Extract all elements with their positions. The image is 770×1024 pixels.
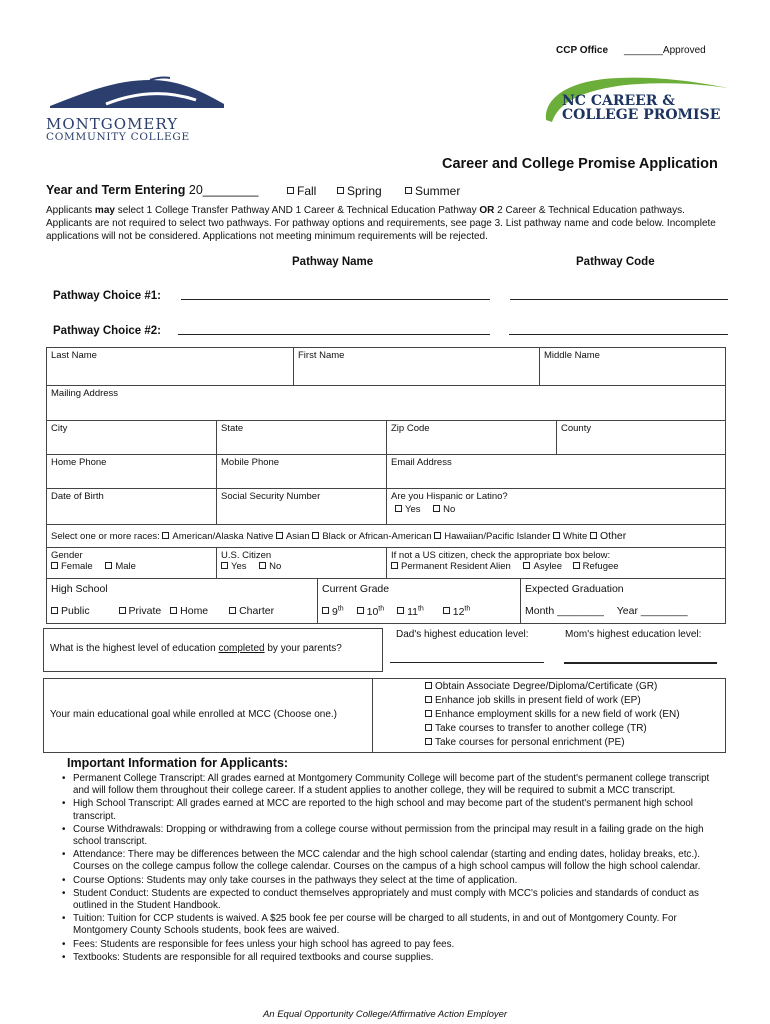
mom-education-field[interactable] — [564, 662, 717, 664]
important-heading: Important Information for Applicants: — [67, 756, 289, 770]
page-title: Career and College Promise Application — [442, 156, 718, 172]
term-summer[interactable]: Summer — [405, 184, 460, 198]
race-option[interactable]: Black or African-American — [312, 531, 431, 542]
zip-field[interactable]: Zip Code — [386, 420, 557, 455]
city-field[interactable]: City — [46, 420, 217, 455]
goal-option-pe[interactable]: Take courses for personal enrichment (PE) — [425, 736, 721, 750]
ncccp-line2: COLLEGE PROMISE — [562, 107, 721, 123]
goal-option-tr[interactable]: Take courses to transfer to another college (TR) — [425, 722, 721, 736]
home-phone-field[interactable]: Home Phone — [46, 454, 217, 489]
current-grade-field: Current Grade 9th 10th 11th 12th — [317, 578, 521, 624]
montgomery-logo — [46, 74, 232, 143]
list-item: • Permanent College Transcript: All grades earned at Montgomery Community College will become part of the student's permanent college transcript and will follow them throughout their college career. If a student applies to another college, they will be required to submit a MCC transcript. — [62, 773, 722, 797]
list-item: • Student Conduct: Students are expected to conduct themselves appropriately and must comply with MCC's policies and standards of conduct as outlined in the Student Handbook. — [62, 888, 722, 912]
graduation-field: Expected Graduation Month ________ Year ________ — [520, 578, 726, 624]
last-name-field[interactable]: Last Name — [46, 347, 294, 386]
grad-year[interactable]: Year ________ — [616, 605, 688, 617]
refugee[interactable]: Refugee — [573, 561, 619, 572]
gender-male[interactable]: Male — [105, 561, 136, 572]
dad-education-field[interactable] — [390, 662, 544, 663]
hispanic-yes[interactable]: Yes — [395, 504, 421, 515]
mobile-phone-field[interactable]: Mobile Phone — [216, 454, 387, 489]
mcc-logo-line2: COMMUNITY COLLEGE — [46, 131, 190, 143]
ssn-field[interactable]: Social Security Number — [216, 488, 387, 525]
list-item: • Course Withdrawals: Dropping or withdrawing from a college course without permission from the principal may result in a failing grade on the high school transcript. — [62, 824, 722, 848]
term-year-field[interactable]: 20________ — [188, 183, 259, 197]
list-item: • Attendance: There may be differences between the MCC calendar and the high school calendar (starting and ending dates, holiday breaks, etc.). Courses on the college campus follow the college calendar. Courses on the campus of a high school campus will follow the high school calendar. — [62, 849, 722, 873]
checkbox-icon[interactable] — [405, 187, 412, 194]
ncccp-line1: NC CAREER & — [562, 93, 675, 109]
non-citizen-field: If not a US citizen, check the appropriate box below: Permanent Resident Alien Asylee Refugee — [386, 547, 726, 579]
goal-question: Your main educational goal while enrolled at MCC (Choose one.) — [43, 678, 373, 753]
footer: An Equal Opportunity College/Affirmative Action Employer — [262, 1009, 508, 1020]
pathway-name-header: Pathway Name — [292, 256, 374, 268]
pathway-1-code-field[interactable] — [510, 299, 728, 300]
goal-options — [372, 678, 726, 753]
term-spring[interactable]: Spring — [337, 184, 382, 198]
grade-11[interactable]: 11th — [397, 606, 424, 618]
list-item: • Fees: Students are responsible for fees unless your high school has agreed to pay fees. — [62, 939, 722, 951]
mailing-address-field[interactable]: Mailing Address — [46, 385, 726, 421]
pathway-1-name-field[interactable] — [181, 299, 490, 300]
race-option-other[interactable]: Other — [590, 530, 626, 542]
gender-female[interactable]: Female — [51, 561, 93, 572]
hispanic-no[interactable]: No — [433, 504, 455, 515]
list-item: • Course Options: Students may only take courses in the pathways they select at the time of application. — [62, 875, 722, 887]
mom-education-label: Mom's highest education level: — [565, 629, 702, 640]
pathway-2-name-field[interactable] — [178, 334, 490, 335]
list-item: • Tuition: Tuition for CCP students is waived. A $25 book fee per course will be charged to all students, in and out of Montgomery County. For Montgomery County Schools students, book fees are waived. — [62, 913, 722, 937]
high-school-field: High School Public Private Home Charter — [46, 578, 318, 624]
race-option[interactable]: American/Alaska Native — [162, 531, 273, 542]
email-field[interactable]: Email Address — [386, 454, 726, 489]
list-item: • Textbooks: Students are responsible for all required textbooks and course supplies. — [62, 952, 722, 964]
term-label: Year and Term Entering — [46, 183, 186, 197]
dob-field[interactable]: Date of Birth — [46, 488, 217, 525]
important-list — [62, 773, 722, 965]
mcc-logo-line1: MONTGOMERY — [46, 115, 179, 133]
hs-private[interactable]: Private — [119, 605, 162, 617]
mountain-icon — [46, 74, 232, 112]
goal-option-gr[interactable]: Obtain Associate Degree/Diploma/Certificate (GR) — [425, 680, 721, 694]
pathway-code-header: Pathway Code — [576, 256, 655, 268]
first-name-field[interactable]: First Name — [293, 347, 540, 386]
resident-alien[interactable]: Permanent Resident Alien — [391, 561, 511, 572]
term-row — [46, 183, 258, 197]
parents-question: What is the highest level of education completed by your parents? — [43, 628, 383, 672]
race-option[interactable]: White — [553, 531, 587, 542]
instructions: Applicants may select 1 College Transfer Pathway AND 1 Career & Technical Education Pathway OR 2 Career & Technical Education pathways. Applicants are not required to select two pathways. For pathway options and requirements, see page 3. List pathway name and code below. Incomplete applications will not be considered. Applications not meeting minimum requirements will be rejected. — [46, 205, 716, 242]
pathway-2-code-field[interactable] — [509, 334, 728, 335]
races-row: Select one or more races: American/Alaska Native Asian Black or African-American Hawaiian/Pacific Islander White Other — [46, 524, 726, 548]
checkbox-icon[interactable] — [337, 187, 344, 194]
grade-9[interactable]: 9th — [322, 606, 344, 618]
dad-education-label: Dad's highest education level: — [396, 629, 529, 640]
pathway-choice-1-label: Pathway Choice #1: — [53, 290, 162, 302]
list-item: • High School Transcript: All grades earned at MCC are reported to the high school and may become part of the student's permanent high school transcript. — [62, 798, 722, 822]
approved-field[interactable]: _______Approved — [624, 45, 706, 56]
hispanic-field: Are you Hispanic or Latino? Yes No — [386, 488, 726, 525]
race-option[interactable]: Hawaiian/Pacific Islander — [434, 531, 550, 542]
race-option[interactable]: Asian — [276, 531, 310, 542]
gender-field: Gender Female Male — [46, 547, 217, 579]
ncccp-logo — [538, 74, 734, 130]
grade-10[interactable]: 10th — [357, 606, 385, 618]
goal-option-ep[interactable]: Enhance job skills in present field of work (EP) — [425, 694, 721, 708]
citizen-yes[interactable]: Yes — [221, 561, 247, 572]
hs-charter[interactable]: Charter — [229, 605, 274, 617]
hs-home[interactable]: Home — [170, 605, 208, 617]
asylee[interactable]: Asylee — [523, 561, 562, 572]
term-fall[interactable]: Fall — [287, 184, 316, 198]
county-field[interactable]: County — [556, 420, 726, 455]
state-field[interactable]: State — [216, 420, 387, 455]
citizen-no[interactable]: No — [259, 561, 281, 572]
middle-name-field[interactable]: Middle Name — [539, 347, 726, 386]
pathway-choice-2-label: Pathway Choice #2: — [53, 325, 162, 337]
ccp-office-label: CCP Office — [556, 45, 609, 56]
citizen-field: U.S. Citizen Yes No — [216, 547, 387, 579]
hs-public[interactable]: Public — [51, 605, 90, 617]
grad-month[interactable]: Month ________ — [525, 605, 604, 617]
checkbox-icon[interactable] — [287, 187, 294, 194]
grade-12[interactable]: 12th — [443, 606, 471, 618]
goal-option-en[interactable]: Enhance employment skills for a new field of work (EN) — [425, 708, 721, 722]
